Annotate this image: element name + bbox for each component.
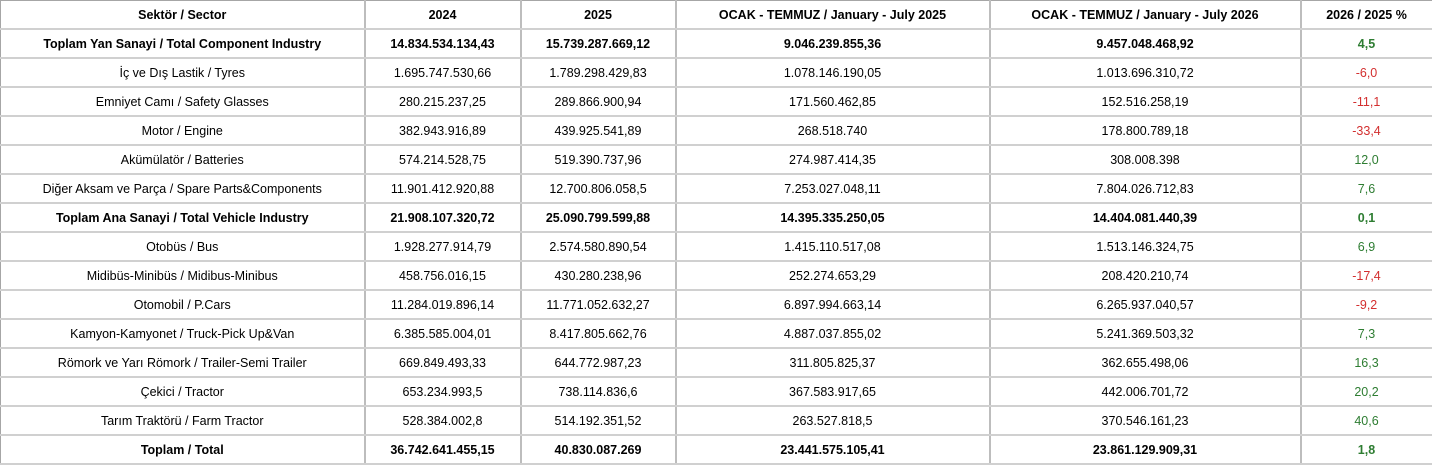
value-jan-jul-2026-cell: 442.006.701,72: [990, 377, 1301, 406]
table-row: [1, 58, 1432, 87]
value-2024-cell: 528.384.002,8: [365, 406, 521, 435]
value-2025-cell: 430.280.238,96: [521, 261, 676, 290]
value-jan-jul-2025-cell: 171.560.462,85: [676, 87, 990, 116]
value-2024-cell: 21.908.107.320,72: [365, 203, 521, 232]
header-2025: 2025: [521, 1, 676, 30]
change-percent-cell: 6,9: [1301, 232, 1432, 261]
sector-cell: Motor / Engine: [1, 116, 365, 145]
sector-cell: Toplam Yan Sanayi / Total Component Industry: [1, 29, 365, 58]
sector-cell: Midibüs-Minibüs / Midibus-Minibus: [1, 261, 365, 290]
value-2024-cell: 280.215.237,25: [365, 87, 521, 116]
change-percent-cell: 12,0: [1301, 145, 1432, 174]
value-jan-jul-2026-cell: 9.457.048.468,92: [990, 29, 1301, 58]
header-change-percent: 2026 / 2025 %: [1301, 1, 1432, 30]
value-jan-jul-2025-cell: 1.078.146.190,05: [676, 58, 990, 87]
sector-cell: Otomobil / P.Cars: [1, 290, 365, 319]
value-jan-jul-2026-cell: 208.420.210,74: [990, 261, 1301, 290]
value-2025-cell: 1.789.298.429,83: [521, 58, 676, 87]
value-2025-cell: 738.114.836,6: [521, 377, 676, 406]
header-jan-jul-2026: OCAK - TEMMUZ / January - July 2026: [990, 1, 1301, 30]
change-percent-cell: -17,4: [1301, 261, 1432, 290]
table-row: [1, 261, 1432, 290]
value-2024-cell: 669.849.493,33: [365, 348, 521, 377]
value-jan-jul-2025-cell: 1.415.110.517,08: [676, 232, 990, 261]
value-2024-cell: 458.756.016,15: [365, 261, 521, 290]
sector-cell: Kamyon-Kamyonet / Truck-Pick Up&Van: [1, 319, 365, 348]
table-row: [1, 87, 1432, 116]
sector-cell: İç ve Dış Lastik / Tyres: [1, 58, 365, 87]
table-row: [1, 377, 1432, 406]
value-jan-jul-2026-cell: 1.513.146.324,75: [990, 232, 1301, 261]
change-percent-cell: 40,6: [1301, 406, 1432, 435]
value-2025-cell: 8.417.805.662,76: [521, 319, 676, 348]
value-2025-cell: 439.925.541,89: [521, 116, 676, 145]
value-jan-jul-2025-cell: 252.274.653,29: [676, 261, 990, 290]
value-jan-jul-2026-cell: 14.404.081.440,39: [990, 203, 1301, 232]
table-total-row: [1, 435, 1432, 464]
value-2025-cell: 2.574.580.890,54: [521, 232, 676, 261]
value-jan-jul-2025-cell: 7.253.027.048,11: [676, 174, 990, 203]
value-jan-jul-2025-cell: 311.805.825,37: [676, 348, 990, 377]
value-jan-jul-2025-cell: 6.897.994.663,14: [676, 290, 990, 319]
value-2024-cell: 6.385.585.004,01: [365, 319, 521, 348]
value-jan-jul-2025-cell: 263.527.818,5: [676, 406, 990, 435]
table-total-row: [1, 29, 1432, 58]
value-jan-jul-2026-cell: 6.265.937.040,57: [990, 290, 1301, 319]
value-jan-jul-2026-cell: 178.800.789,18: [990, 116, 1301, 145]
value-2025-cell: 40.830.087.269: [521, 435, 676, 464]
table-total-row: [1, 203, 1432, 232]
change-percent-cell: -11,1: [1301, 87, 1432, 116]
value-jan-jul-2026-cell: 308.008.398: [990, 145, 1301, 174]
value-2024-cell: 14.834.534.134,43: [365, 29, 521, 58]
change-percent-cell: -33,4: [1301, 116, 1432, 145]
table-body: [1, 29, 1432, 464]
table-row: [1, 145, 1432, 174]
change-percent-cell: 0,1: [1301, 203, 1432, 232]
header-2024: 2024: [365, 1, 521, 30]
value-jan-jul-2025-cell: 4.887.037.855,02: [676, 319, 990, 348]
sector-cell: Toplam / Total: [1, 435, 365, 464]
value-jan-jul-2025-cell: 14.395.335.250,05: [676, 203, 990, 232]
header-sector: Sektör / Sector: [1, 1, 365, 30]
table-row: [1, 116, 1432, 145]
change-percent-cell: 4,5: [1301, 29, 1432, 58]
table-row: [1, 348, 1432, 377]
value-2024-cell: 36.742.641.455,15: [365, 435, 521, 464]
sector-cell: Akümülatör / Batteries: [1, 145, 365, 174]
value-2024-cell: 653.234.993,5: [365, 377, 521, 406]
sector-cell: Römork ve Yarı Römork / Trailer-Semi Trailer: [1, 348, 365, 377]
change-percent-cell: 7,3: [1301, 319, 1432, 348]
value-jan-jul-2026-cell: 7.804.026.712,83: [990, 174, 1301, 203]
change-percent-cell: 1,8: [1301, 435, 1432, 464]
change-percent-cell: 7,6: [1301, 174, 1432, 203]
table-header-row: [1, 1, 1432, 30]
value-2025-cell: 519.390.737,96: [521, 145, 676, 174]
value-2024-cell: 574.214.528,75: [365, 145, 521, 174]
value-jan-jul-2025-cell: 274.987.414,35: [676, 145, 990, 174]
value-2024-cell: 11.901.412.920,88: [365, 174, 521, 203]
sector-cell: Çekici / Tractor: [1, 377, 365, 406]
value-jan-jul-2026-cell: 5.241.369.503,32: [990, 319, 1301, 348]
value-2025-cell: 25.090.799.599,88: [521, 203, 676, 232]
value-2024-cell: 1.695.747.530,66: [365, 58, 521, 87]
value-2025-cell: 11.771.052.632,27: [521, 290, 676, 319]
header-jan-jul-2025: OCAK - TEMMUZ / January - July 2025: [676, 1, 990, 30]
sector-cell: Emniyet Camı / Safety Glasses: [1, 87, 365, 116]
value-jan-jul-2025-cell: 23.441.575.105,41: [676, 435, 990, 464]
change-percent-cell: 20,2: [1301, 377, 1432, 406]
value-jan-jul-2025-cell: 9.046.239.855,36: [676, 29, 990, 58]
value-2025-cell: 289.866.900,94: [521, 87, 676, 116]
table-row: [1, 290, 1432, 319]
value-2025-cell: 15.739.287.669,12: [521, 29, 676, 58]
table-row: [1, 232, 1432, 261]
table-row: [1, 406, 1432, 435]
value-2024-cell: 382.943.916,89: [365, 116, 521, 145]
value-jan-jul-2026-cell: 152.516.258,19: [990, 87, 1301, 116]
table-row: [1, 319, 1432, 348]
value-2024-cell: 11.284.019.896,14: [365, 290, 521, 319]
value-jan-jul-2026-cell: 1.013.696.310,72: [990, 58, 1301, 87]
change-percent-cell: -9,2: [1301, 290, 1432, 319]
value-jan-jul-2026-cell: 23.861.129.909,31: [990, 435, 1301, 464]
sector-cell: Tarım Traktörü / Farm Tractor: [1, 406, 365, 435]
table-row: [1, 174, 1432, 203]
sector-cell: Diğer Aksam ve Parça / Spare Parts&Components: [1, 174, 365, 203]
value-2025-cell: 644.772.987,23: [521, 348, 676, 377]
value-2025-cell: 514.192.351,52: [521, 406, 676, 435]
value-jan-jul-2026-cell: 362.655.498,06: [990, 348, 1301, 377]
value-2025-cell: 12.700.806.058,5: [521, 174, 676, 203]
value-2024-cell: 1.928.277.914,79: [365, 232, 521, 261]
sector-cell: Toplam Ana Sanayi / Total Vehicle Industry: [1, 203, 365, 232]
value-jan-jul-2026-cell: 370.546.161,23: [990, 406, 1301, 435]
sector-cell: Otobüs / Bus: [1, 232, 365, 261]
change-percent-cell: 16,3: [1301, 348, 1432, 377]
value-jan-jul-2025-cell: 268.518.740: [676, 116, 990, 145]
change-percent-cell: -6,0: [1301, 58, 1432, 87]
value-jan-jul-2025-cell: 367.583.917,65: [676, 377, 990, 406]
